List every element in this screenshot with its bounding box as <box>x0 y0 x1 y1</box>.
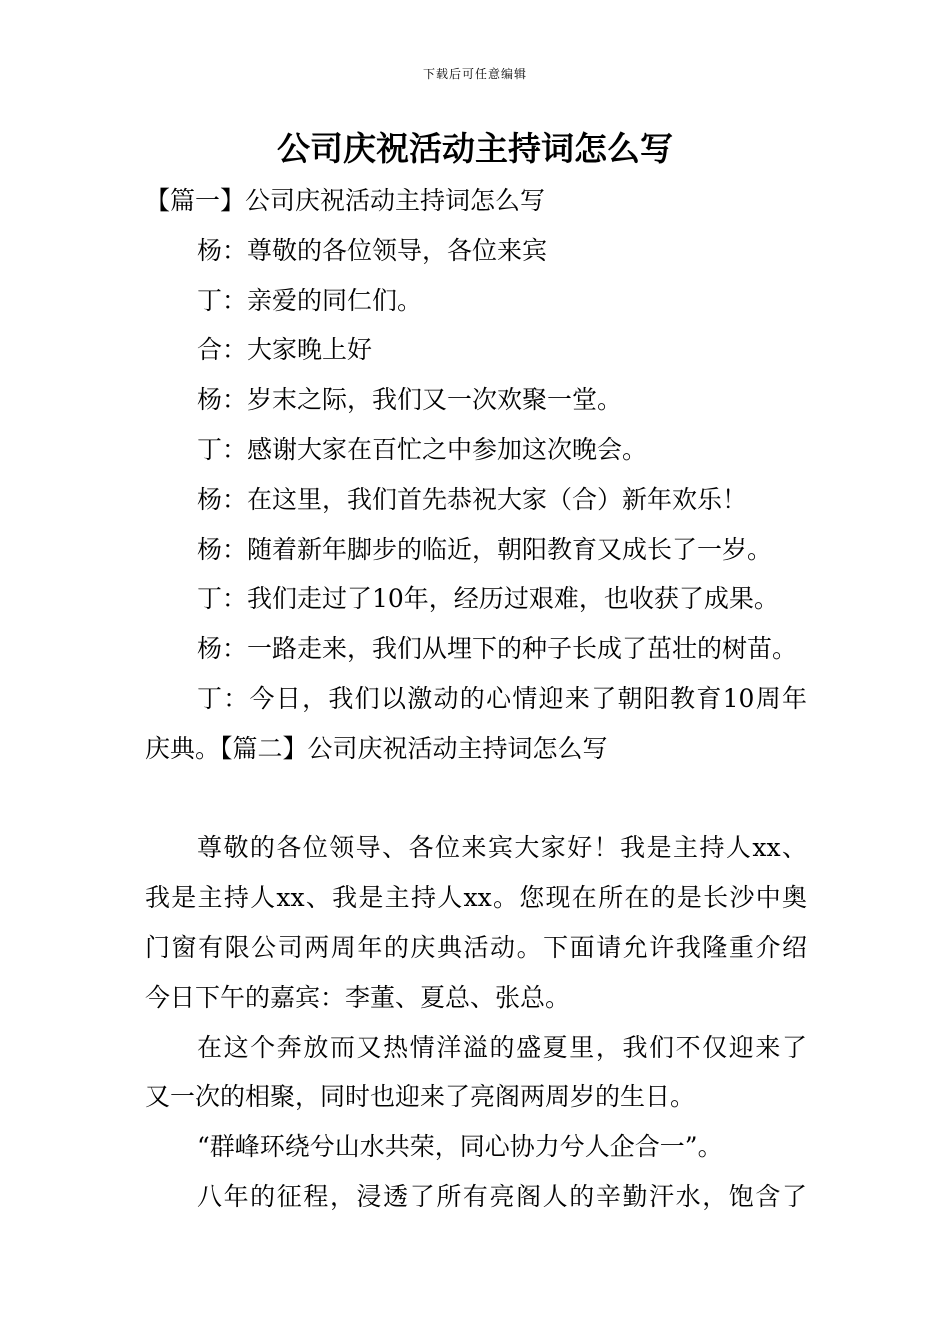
dialogue-line: 杨：随着新年脚步的临近，朝阳教育又成长了一岁。 <box>197 534 773 564</box>
dialogue-line: 合：大家晚上好 <box>197 335 373 365</box>
body-line: 八年的征程，浸透了所有亮阁人的辛勤汗水，饱含了 <box>197 1181 807 1211</box>
dialogue-line: 丁：感谢大家在百忙之中参加这次晚会。 <box>197 434 648 464</box>
dialogue-line: 丁：亲爱的同仁们。 <box>197 285 423 315</box>
document-title: 公司庆祝活动主持词怎么写 <box>277 129 673 168</box>
blank-line <box>145 774 807 824</box>
body-line: 尊敬的各位领导、各位来宾大家好！我是主持人xx、 <box>197 833 807 863</box>
body-line: 又一次的相聚，同时也迎来了亮阁两周岁的生日。 <box>145 1082 696 1112</box>
header-note: 下载后可任意编辑 <box>422 67 527 81</box>
section-heading: 【篇一】公司庆祝活动主持词怎么写 <box>145 186 546 215</box>
dialogue-line: 杨：在这里，我们首先恭祝大家（合）新年欢乐！ <box>197 484 748 514</box>
body-line: 在这个奔放而又热情洋溢的盛夏里，我们不仅迎来了 <box>197 1032 807 1062</box>
section-heading: 庆典。【篇二】公司庆祝活动主持词怎么写 <box>145 733 608 763</box>
dialogue-line: 杨：尊敬的各位领导，各位来宾 <box>197 235 548 265</box>
document-body <box>145 176 807 1222</box>
body-line: “群峰环绕兮山水共荣，同心协力兮人企合一”。 <box>197 1132 723 1162</box>
dialogue-line: 杨：岁末之际，我们又一次欢聚一堂。 <box>197 385 623 415</box>
dialogue-line: 丁：今日，我们以激动的心情迎来了朝阳教育10周年 <box>197 683 807 713</box>
body-line: 我是主持人xx、我是主持人xx。您现在所在的是长沙中奥 <box>145 883 807 913</box>
dialogue-line: 杨：一路走来，我们从埋下的种子长成了茁壮的树苗。 <box>197 634 798 664</box>
body-line: 门窗有限公司两周年的庆典活动。下面请允许我隆重介绍 <box>145 932 807 962</box>
body-line: 今日下午的嘉宾：李董、夏总、张总。 <box>145 982 571 1012</box>
dialogue-line: 丁：我们走过了10年，经历过艰难，也收获了成果。 <box>197 584 779 614</box>
